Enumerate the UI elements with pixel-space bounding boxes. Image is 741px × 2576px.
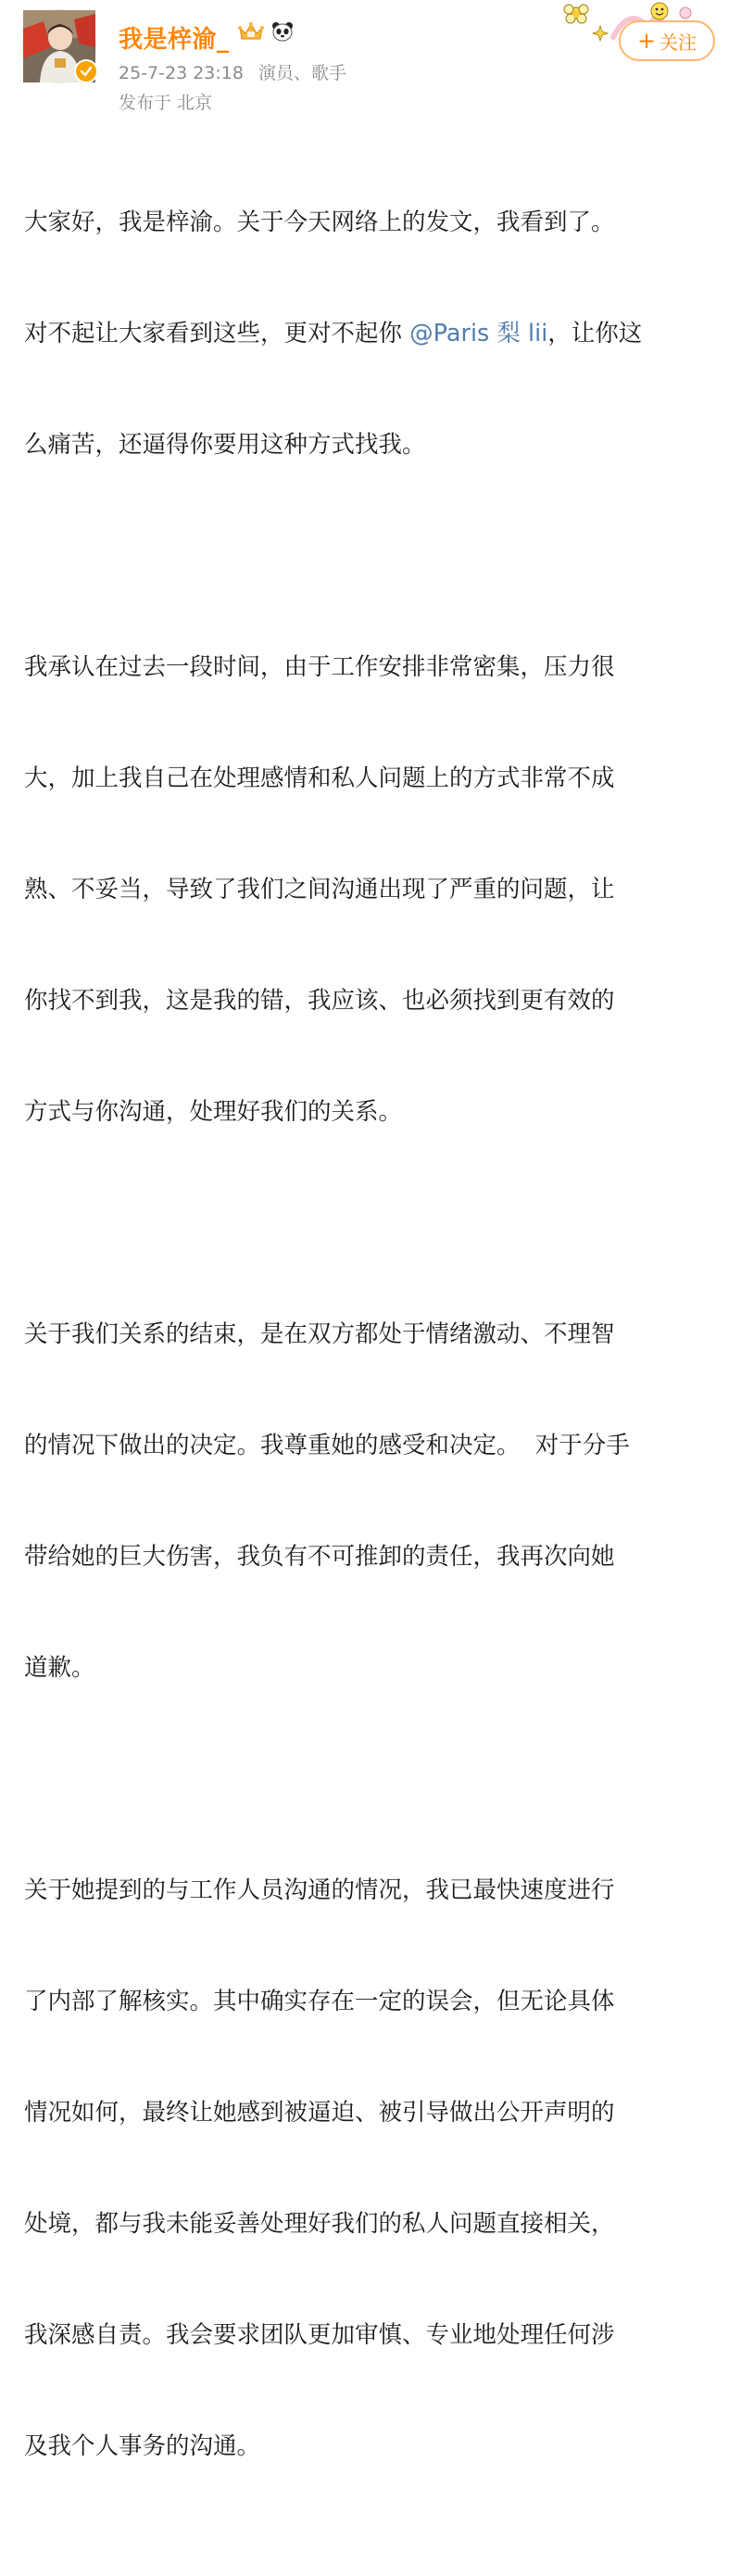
text-line: 关于她提到的与工作人员沟通的情况，我已最快速度进行 [24,1876,615,1904]
sparkle-icon [593,26,608,41]
text-line: 么痛苦，还逼得你要用这种方式找我。 [24,431,426,459]
follow-label: 关注 [659,31,697,54]
text-line: 你找不到我，这是我的错，我应该、也必须找到更有效的 [24,987,615,1015]
text-line: 处境，都与我未能妥善处理好我们的私人问题直接相关， [24,2210,615,2238]
author-identity: 演员、歌手 [257,63,346,83]
text-line: 情况如何，最终让她感到被逼迫、被引导做出公开声明的 [24,2099,615,2127]
author-name[interactable]: 我是梓渝_ [119,26,230,54]
text-line: 的情况下做出的决定。我尊重她的感受和决定。 对于分手 [24,1432,630,1459]
follow-button[interactable] [619,20,715,61]
plus-icon: + [636,28,657,54]
post-header [0,0,741,120]
text-line: 我深感自责。我会要求团队更加审慎、专业地处理任何涉 [24,2321,615,2349]
flower-sticker-icon [564,5,588,23]
post-date[interactable]: 25-7-23 23:18 [119,63,244,83]
author-badges [237,20,295,46]
text-line: 熟、不妥当，导致了我们之间沟通出现了严重的问题，让 [24,876,615,903]
text-line: 大，加上我自己在处理感情和私人问题上的方式非常不成 [24,764,615,792]
avatar[interactable] [22,9,98,85]
paragraph [24,130,719,537]
paragraph [24,575,719,1205]
mention-link[interactable]: @Paris 梨 lii [409,320,548,347]
text-line: 我承认在过去一段时间，由于工作安排非常密集，压力很 [24,653,615,681]
text-line: 关于我们关系的结束，是在双方都处于情绪激动、不理智 [24,1320,615,1348]
crown-badge-icon[interactable] [237,20,265,46]
text-line: 大家好，我是梓渝。关于今天网络上的发文，我看到了。 [24,208,615,236]
smiley-sticker-icon [651,3,668,19]
panda-emoji-icon [270,20,295,46]
text-line [24,315,719,352]
paragraph [24,1242,719,1761]
text-line: 方式与你沟通，处理好我们的关系。 [24,1098,403,1126]
text-line: 及我个人事务的沟通。 [24,2432,261,2460]
text-line: 带给她的巨大伤害，我负有不可推卸的责任，我再次向她 [24,1543,615,1571]
post-location: 发布于 北京 [119,93,213,113]
text-segment: 对不起让大家看到这些，更对不起你 [24,320,410,347]
post-meta [119,59,346,84]
paragraph [24,1798,719,2539]
post-body [24,130,719,2576]
text-line: 道歉。 [24,1654,95,1682]
verified-badge-icon [74,59,98,83]
text-line: 了内部了解核实。其中确实存在一定的误会，但无论具体 [24,1988,615,2015]
text-segment: ，让你这 [547,320,643,347]
